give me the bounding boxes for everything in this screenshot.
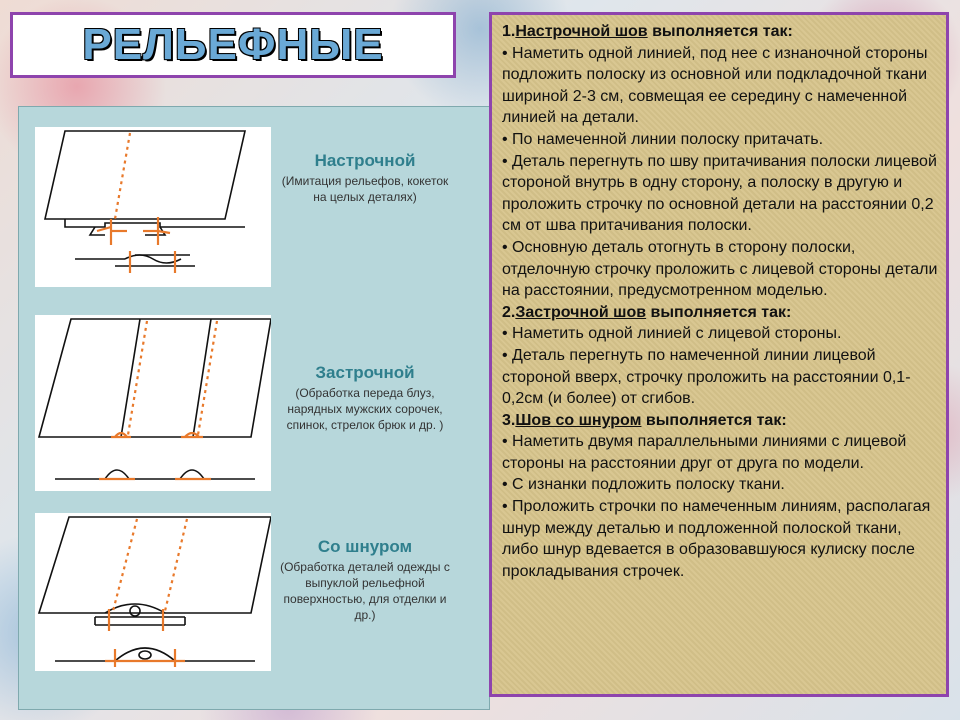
heading-seam-name: Застрочной шов — [515, 303, 647, 321]
desc-so-shnurom — [275, 537, 455, 623]
instruction-item: • Наметить одной линией, под нее с изнаночной стороны подложить полоску из основной или подкладочной ткани шириной 2-3 см, совмещая ее середину с намеченной линией на детали. — [502, 43, 938, 129]
instruction-item: • Наметить двумя параллельными линиями с лицевой стороны на расстоянии друг от друга по модели. — [502, 431, 938, 474]
nastrochnoy-seam-diagram — [35, 127, 271, 287]
desc-title: Настрочной — [314, 151, 416, 170]
diagram-zastrochnoy — [35, 315, 271, 491]
heading-rest: выполняется так: — [641, 411, 787, 429]
diagram-so-shnurom — [35, 513, 271, 671]
instruction-item: • Основную деталь отогнуть в сторону полоски, отделочную строчку проложить с лицевой стороны детали на расстоянии, предусмотренном моделью. — [502, 237, 938, 302]
instruction-item: • Проложить строчки по намеченным линиям, располагая шнур между деталью и подложенной полоской ткани, либо шнур вдевается в образовавшуюся кулиску после прокладывания строчек. — [502, 496, 938, 582]
instructions-panel — [489, 12, 949, 697]
desc-title: Со шнуром — [317, 537, 413, 556]
heading-number: 1. — [502, 23, 516, 40]
desc-body: (Имитация рельефов, кокеток на целых деталях) — [281, 174, 449, 204]
heading-rest: выполняется так: — [647, 23, 793, 40]
heading-number: 3. — [502, 411, 516, 429]
zastrochnoy-seam-diagram — [35, 315, 271, 491]
instruction-item: • Деталь перегнуть по шву притачивания полоски лицевой стороной внутрь в одну сторону, а полоску в другую и проложить строчку по основной детали на расстоянии 0,2 см от шва притачивания полоски. — [502, 151, 938, 237]
desc-body: (Обработка переда блуз, нарядных мужских сорочек, спинок, стрелок брюк и др. ) — [286, 386, 444, 432]
desc-zastrochnoy — [275, 363, 455, 433]
desc-body: (Обработка деталей одежды с выпуклой рельефной поверхностью, для отделки и др.) — [280, 560, 450, 622]
heading-seam-name: Шов со шнуром — [515, 411, 642, 429]
page-title: РЕЛЬЕФНЫЕ — [82, 20, 384, 69]
heading-seam-name: Настрочной шов — [515, 23, 648, 40]
instruction-item: • По намеченной линии полоску притачать. — [502, 129, 938, 151]
instruction-item: • Деталь перегнуть по намеченной линии лицевой стороной вверх, строчку проложить на расстоянии 0,1-0,2см (и более) от сгибов. — [502, 345, 938, 410]
so-shnurom-seam-diagram — [35, 513, 271, 671]
heading-so-shnurom — [502, 410, 938, 432]
diagram-nastrochnoy — [35, 127, 271, 287]
title-box — [10, 12, 456, 78]
heading-zastrochnoy — [502, 302, 938, 324]
heading-nastrochnoy — [502, 21, 938, 43]
instruction-item: • С изнанки подложить полоску ткани. — [502, 474, 938, 496]
instruction-item: • Наметить одной линией с лицевой стороны. — [502, 323, 938, 345]
illustrations-panel — [18, 106, 490, 710]
desc-nastrochnoy — [275, 151, 455, 205]
heading-number: 2. — [502, 303, 516, 321]
heading-rest: выполняется так: — [646, 303, 792, 321]
desc-title: Застрочной — [315, 363, 415, 382]
